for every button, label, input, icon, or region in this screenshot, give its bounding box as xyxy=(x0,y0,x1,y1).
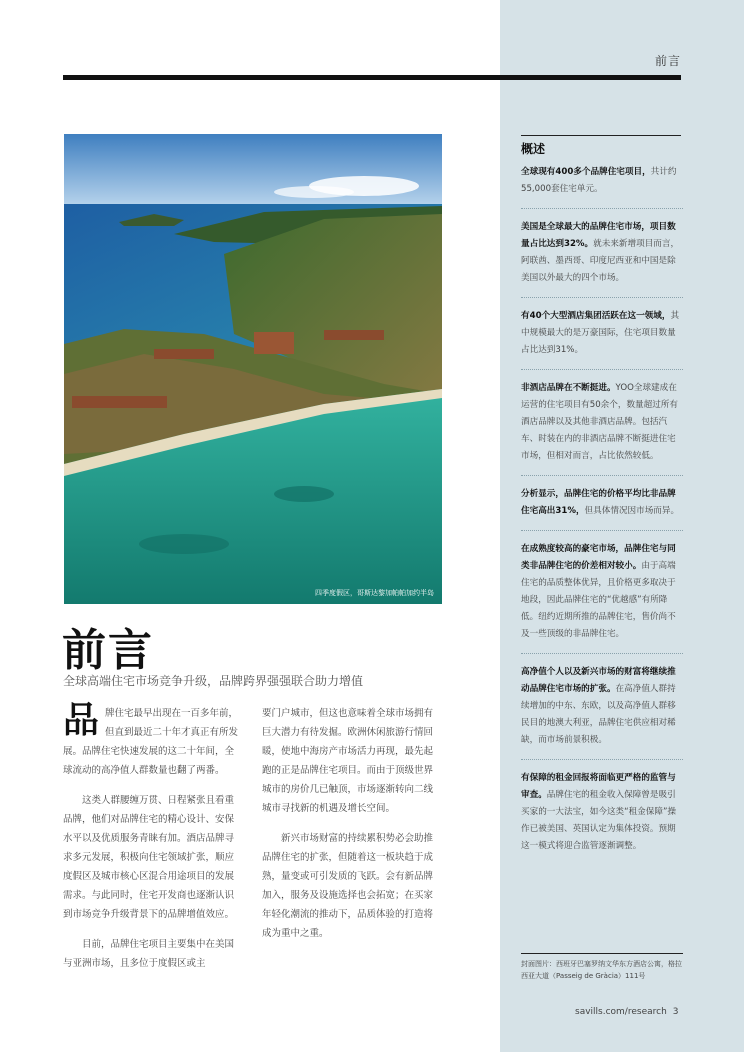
body-column-2 xyxy=(262,704,442,954)
paragraph: 这类人群腰缠万贯、日程紧张且看重品牌，他们对品牌住宅的精心设计、安保水平以及优质服务青睐有加。酒店品牌寻求多元发展，积极向住宅领域扩张，顺应度假区及城市核心区混合用途项目的发展需求。与此同时，住宅开发商也逐渐认识到市场竞争升级背景下的品牌增值效应。 xyxy=(63,795,235,920)
photo-caption: 四季度假区，哥斯达黎加帕帕加约半岛 xyxy=(315,589,434,597)
page-footer xyxy=(575,1007,679,1017)
dropcap: 品 xyxy=(63,700,100,741)
summary-item xyxy=(521,664,683,760)
summary-item xyxy=(521,164,683,209)
summary-item-lead: 美国是全球最大的品牌住宅市场，项目数量占比达到32%。 xyxy=(521,222,676,249)
summary-item-text: 就未来新增项目而言，阿联酋、墨西哥、印度尼西亚和中国是除美国以外最大的四个市场。 xyxy=(521,239,680,283)
paragraph-text: 牌住宅最早出现在一百多年前，但直到最近二十年才真正有所发展。品牌住宅快速发展的这二十年间，全球流动的高净值人群数量也翻了两番。 xyxy=(63,708,239,776)
summary-item xyxy=(521,541,683,654)
summary-item-text: 但具体情况因市场而异。 xyxy=(584,506,680,516)
summary-item-lead: 高净值个人以及新兴市场的财富将继续推动品牌住宅市场的扩张。 xyxy=(521,667,676,694)
sidebar-heading: 概述 xyxy=(521,135,681,157)
paragraph xyxy=(63,700,243,780)
summary-item-lead: 在成熟度较高的豪宅市场，品牌住宅与同类非品牌住宅的价差相对较小。 xyxy=(521,544,676,571)
summary-item-lead: 非酒店品牌在不断挺进。 xyxy=(521,383,616,393)
coastal-resort-illustration xyxy=(64,134,442,604)
paragraph: 要门户城市，但这也意味着全球市场拥有巨大潜力有待发掘。欧洲休闲旅游行情回暖，使地中海房产市场活力再现，最先起跑的正是品牌住宅项目。而由于顶级世界城市的房价几已触顶，市场逐渐转向二线城市寻找新的机遇及增长空间。 xyxy=(262,708,434,814)
summary-item xyxy=(521,486,683,531)
summary-item-text: YOO全球建成在运营的住宅项目有50余个，数量超过所有酒店品牌以及其他非酒店品牌。包括汽车、时装在内的非酒店品牌不断挺进住宅市场，但相对而言，占比依然较低。 xyxy=(521,383,679,461)
paragraph: 目前，品牌住宅项目主要集中在美国与亚洲市场，且多位于度假区或主 xyxy=(63,939,235,969)
summary-item xyxy=(521,308,683,370)
summary-item-lead: 有保障的租金回报将面临更严格的监管与审查。 xyxy=(521,773,676,800)
footer-site: savills.com/research xyxy=(575,1007,667,1017)
page-subtitle: 全球高端住宅市场竞争升级，品牌跨界强强联合助力增值 xyxy=(63,674,364,688)
cover-photo xyxy=(64,134,442,604)
summary-item-lead: 有40个大型酒店集团活跃在这一领域， xyxy=(521,311,671,321)
summary-item xyxy=(521,219,683,298)
page-title: 前言 xyxy=(62,625,154,676)
section-label: 前言 xyxy=(655,54,682,68)
summary-item-text: 由于高端住宅的品质整体优异，且价格更多取决于地段，因此品牌住宅的“优越感”有所降低。纽约近期所推的品牌住宅，售价尚不及一些顶级的非品牌住宅。 xyxy=(521,561,676,639)
summary-item-text: 共计约55,000套住宅单元。 xyxy=(521,167,677,194)
body-column-1 xyxy=(63,700,243,984)
summary-item-text: 品牌住宅的租金收入保障曾是吸引买家的一大法宝，如今这类“租金保障”操作已被美国、英国认定为集体投资。预期这一模式将迎合监管逐渐调整。 xyxy=(521,790,676,851)
summary-item-text: 在高净值人群持续增加的中东、东欧，以及高净值人群移民目的地澳大利亚，品牌住宅供应相对稀缺，而市场前景积极。 xyxy=(521,684,676,745)
summary-item xyxy=(521,770,683,865)
sidebar-summary-list xyxy=(521,164,683,875)
page-number: 3 xyxy=(672,1007,679,1017)
cover-image-footnote: 封面图片：西班牙巴塞罗纳文华东方酒店公寓，格拉西亚大道（Passeig de Gràcia）111号 xyxy=(521,953,683,982)
header-rule xyxy=(63,75,681,80)
paragraph: 新兴市场财富的持续累积势必会助推品牌住宅的扩张，但随着这一板块趋于成熟，量变或可引发质的飞跃。会有新品牌加入，服务及设施选择也会拓宽；在买家年轻化潮流的推动下，品质体验的打造将成为重中之重。 xyxy=(262,833,434,939)
summary-item-text: 其中规模最大的是万豪国际，住宅项目数量占比达到31%。 xyxy=(521,311,680,355)
summary-item-lead: 全球现有400多个品牌住宅项目， xyxy=(521,167,651,177)
summary-item xyxy=(521,380,683,476)
summary-item-lead: 分析显示，品牌住宅的价格平均比非品牌住宅高出31%， xyxy=(521,489,676,516)
